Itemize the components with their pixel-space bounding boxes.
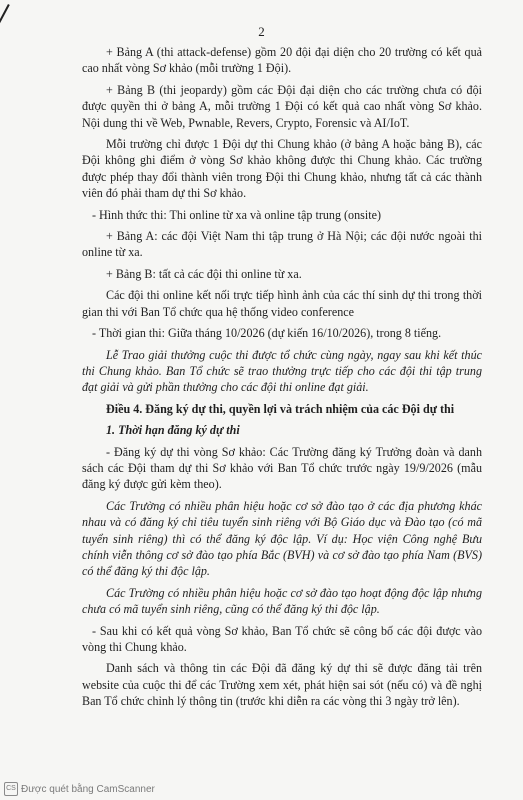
article-4-heading: Điều 4. Đăng ký dự thi, quyền lợi và trách nhiệm của các Đội dự thi — [106, 401, 455, 416]
paragraph-format-bang-b: + Bảng B: tất cả các đội thi online từ xa. — [106, 266, 302, 281]
page-number: 2 — [258, 24, 265, 39]
document-body — [82, 44, 482, 715]
paragraph-bang-b: + Bảng B (thi jeopardy) gồm các Đội đại diện cho các trường chưa có đội được quyền thi ở bảng A, mỗi trường 1 Đội có kết quả cao nhất vòng Sơ khảo. Nội dung thi về Web, Pwnable, Revers, Crypto, Forensic và AI/IoT. — [82, 82, 482, 130]
paragraph-independent-branch: Các Trường có nhiều phân hiệu hoặc cơ sở đào tạo hoạt động độc lập nhưng chưa có mã tuyển sinh riêng, cũng có thể đăng ký thi độc lập. — [82, 585, 482, 617]
paragraph-format-bang-a: + Bảng A: các đội Việt Nam thi tập trung ở Hà Nội; các đội nước ngoài thi online từ xa. — [82, 229, 482, 260]
paragraph-registration-deadline: - Đăng ký dự thi vòng Sơ khảo: Các Trường đăng ký Trưởng đoàn và danh sách các Đội tham dự thi Sơ khảo với Ban Tổ chức trước ngày 19/9/2026 (mẫu đăng ký được gửi kèm theo). — [82, 444, 482, 492]
paragraph-online-connection: Các đội thi online kết nối trực tiếp hình ảnh của các thí sinh dự thi trong thời gian thi với Ban Tổ chức qua hệ thống video conference — [82, 288, 482, 319]
paragraph-results-announcement: - Sau khi có kết quả vòng Sơ khảo, Ban Tổ chức sẽ công bố các đội được vào vòng thi Chung khảo. — [82, 623, 482, 654]
paragraph-branch-registration: Các Trường có nhiều phân hiệu hoặc cơ sở đào tạo ở các địa phương khác nhau và có đăng ký chỉ tiêu tuyển sinh riêng với Bộ Giáo dục và Đào tạo (có mã tuyển sinh riêng) thì có thể đăng ký độc lập. Ví dụ: Học viện Công nghệ Bưu chính viễn thông cơ sở đào tạo phía Bắc (BVH) và cơ sở đào tạo phía Nam (BVS) có thể đăng ký thi độc lập. — [82, 498, 482, 579]
paragraph-chung-khao-rule: Mỗi trường chỉ được 1 Đội dự thi Chung khảo (ở bảng A hoặc bảng B), các Đội không ghi điểm ở vòng Sơ khảo không được thi Chung khảo. Các trường được phép thay đổi thành viên trong Đội thi Chung khảo, nhưng tất cả các thành viên đó phải tham dự thi Sơ khảo. — [82, 137, 482, 201]
paragraph-team-list: Danh sách và thông tin các Đội đã đăng ký dự thi sẽ được đăng tải trên website của cuộc thi để các Trường xem xét, phát hiện sai sót (nếu có) và đề nghị Ban Tổ chức chỉnh lý thông tin (trước khi diễn ra các vòng thi 3 ngày trở lên). — [82, 661, 482, 709]
scanner-watermark-text: Được quét bằng CamScanner — [21, 783, 155, 795]
paragraph-format: - Hình thức thi: Thi online từ xa và online tập trung (onsite) — [92, 207, 381, 222]
paragraph-award-ceremony: Lễ Trao giải thưởng cuộc thi được tổ chức cùng ngày, ngay sau khi kết thúc thi Chung khảo. Ban Tổ chức sẽ trao thưởng trực tiếp cho các đội thi tập trung đạt giải và gửi phần thưởng cho các đội thi online đạt giải. — [82, 347, 482, 395]
paragraph-bang-a: + Bảng A (thi attack-defense) gồm 20 đội đại diện cho 20 trường có kết quả cao nhất vòng Sơ khảo (mỗi trường 1 Đội). — [82, 45, 482, 76]
section-1-heading: 1. Thời hạn đăng ký dự thi — [106, 423, 240, 438]
paragraph-exam-time: - Thời gian thi: Giữa tháng 10/2026 (dự kiến 16/10/2026), trong 8 tiếng. — [92, 326, 442, 341]
camscanner-logo-icon: CS — [4, 782, 18, 796]
scanner-watermark — [4, 782, 155, 796]
